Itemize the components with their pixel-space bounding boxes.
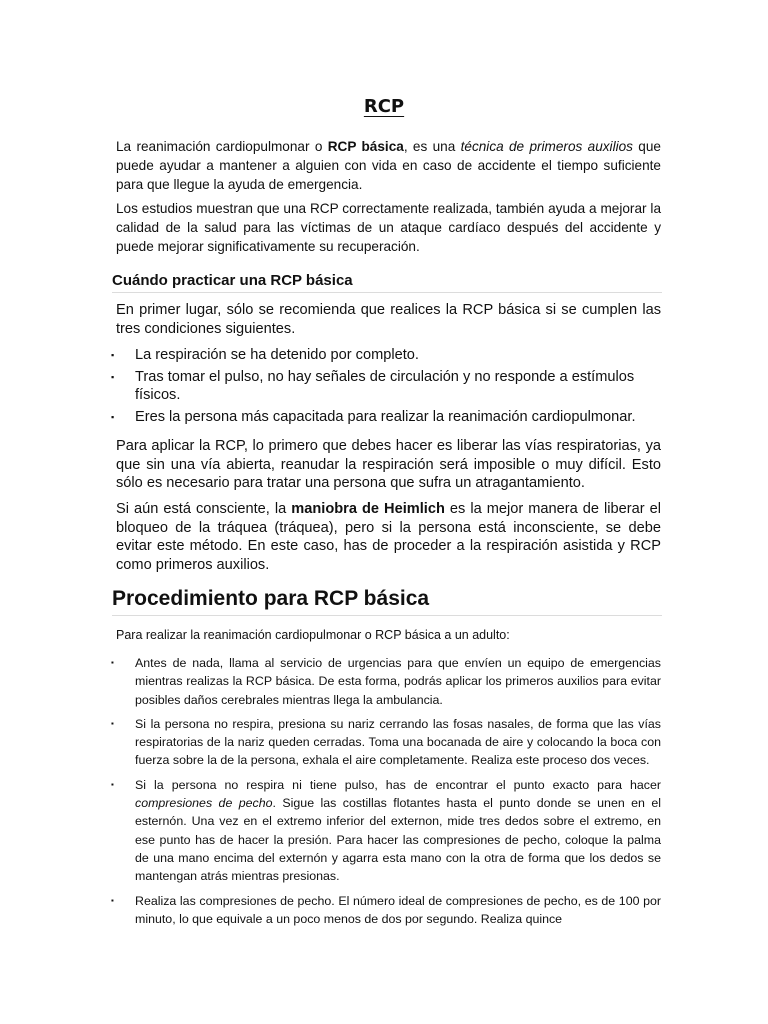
procedure-lead-paragraph: Para realizar la reanimación cardiopulmonar o RCP básica a un adulto: bbox=[116, 628, 510, 642]
intro-paragraph-1: La reanimación cardiopulmonar o RCP básica, es una técnica de primeros auxilios que puede ayudar a mantener a alguien con vida en caso de accidente el tiempo suficiente para que llegue la ayuda de emergencia. bbox=[116, 139, 661, 192]
list-item: ▪ Realiza las compresiones de pecho. El número ideal de compresiones de pecho, es de 100 por minuto, lo que equivale a un poco menos de dos por segundo. Realiza quince bbox=[116, 892, 661, 929]
list-item: ▪ Si la persona no respira ni tiene pulso, has de encontrar el punto exacto para hacer compresiones de pecho. Sigue las costillas flotantes hasta el punto donde se unen en el esternón. Una vez en el extremo inferior del externon, mide tres dedos sobre el extremo, en ese punto has de hacer la presión. Para hacer las compresiones de pecho, coloque la palma de una mano encima del externón y agarra esta mano con la otra de forma que los dedos se mantengan atrás mientras presionas. bbox=[116, 776, 661, 886]
procedure-heading: Procedimiento para RCP básica bbox=[112, 587, 662, 616]
when-heading: Cuándo practicar una RCP básica bbox=[112, 272, 662, 293]
list-item: ▪ Tras tomar el pulso, no hay señales de circulación y no responde a estímulos físicos. bbox=[116, 368, 661, 404]
intro-paragraph-2: Los estudios muestran que una RCP correctamente realizada, también ayuda a mejorar la calidad de la salud para las víctimas de un ataque cardíaco después del accidente y puede mejorar significativamente su recuperación. bbox=[116, 201, 661, 254]
list-item: ▪ La respiración se ha detenido por completo. bbox=[116, 346, 661, 364]
conditions-list bbox=[116, 346, 661, 430]
document-title: RCP bbox=[363, 96, 405, 117]
heimlich-paragraph: Si aún está consciente, la maniobra de Heimlich es la mejor manera de liberar el bloqueo de la tráquea (tráquea), pero si la persona está inconsciente, se debe evitar este método. En este caso, has de proceder a la respiración asistida y RCP como primeros auxilios. bbox=[116, 501, 661, 573]
list-item: ▪ Antes de nada, llama al servicio de urgencias para que envíen un equipo de emergencias mientras realizas la RCP básica. De esta forma, podrás aplicar los primeros auxilios para evitar posibles daños cerebrales mientras llega la ambulancia. bbox=[116, 654, 661, 709]
list-item: ▪ Eres la persona más capacitada para realizar la reanimación cardiopulmonar. bbox=[116, 408, 661, 426]
list-item: ▪ Si la persona no respira, presiona su nariz cerrando las fosas nasales, de forma que las vías respiratorias de la nariz queden cerradas. Toma una bocanada de aire y colocando la boca con fuerza sobre la de la persona, exhala el aire completamente. Realiza este proceso dos veces. bbox=[116, 715, 661, 770]
airway-paragraph: Para aplicar la RCP, lo primero que debes hacer es liberar las vías respiratorias, ya que sin una vía abierta, reanudar la respiración será imposible o muy difícil. Esto sólo es necesario para tratar una persona que sufra un atragantamiento. bbox=[116, 438, 661, 492]
procedure-steps-list bbox=[116, 654, 661, 934]
when-lead-paragraph: En primer lugar, sólo se recomienda que realices la RCP básica si se cumplen las tres condiciones siguientes. bbox=[116, 302, 661, 337]
